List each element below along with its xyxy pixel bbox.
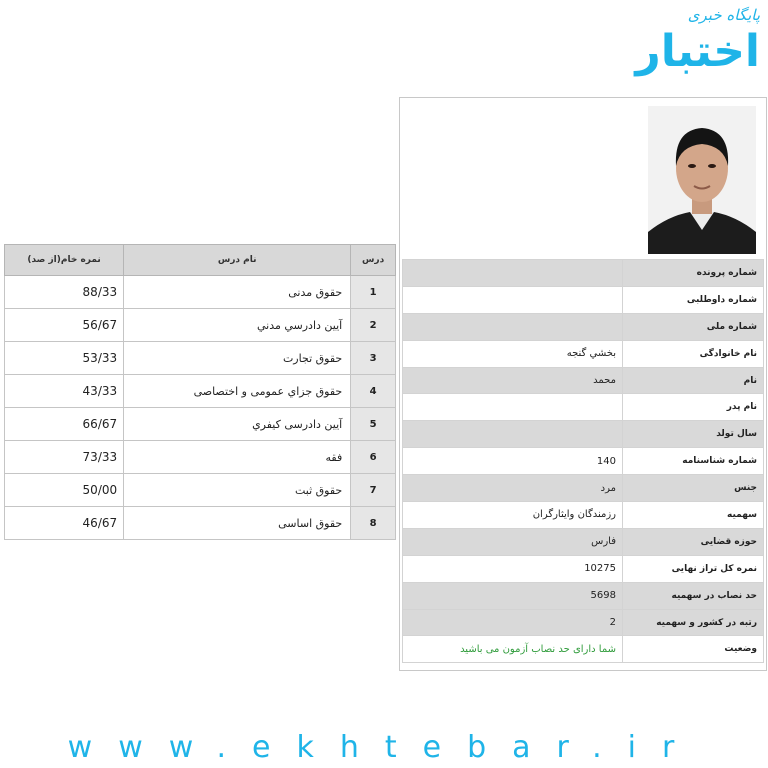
gender-label: جنس (623, 475, 764, 502)
quota-threshold-value: 5698 (403, 582, 623, 609)
table-row (5, 474, 396, 507)
status-value: شما دارای حد نصاب آزمون می باشید (403, 636, 623, 663)
info-row (403, 502, 764, 529)
course-index: 5 (351, 408, 396, 441)
info-row (403, 340, 764, 367)
info-row (403, 528, 764, 555)
father-name-value (403, 394, 623, 421)
judicial-region-value: فارس (403, 528, 623, 555)
course-name: فقه (124, 441, 351, 474)
table-row (5, 507, 396, 540)
course-name: حقوق تجارت (124, 342, 351, 375)
course-index: 7 (351, 474, 396, 507)
quota-value: رزمندگان وايثارگران (403, 502, 623, 529)
table-row (5, 342, 396, 375)
course-score: 66/67 (5, 408, 124, 441)
course-index-column-header: درس (351, 245, 396, 276)
final-score-value: 10275 (403, 555, 623, 582)
site-url-footer: www.ekhtebar.ir (67, 730, 701, 765)
quota-label: سهمیه (623, 502, 764, 529)
first-name-value: محمد (403, 367, 623, 394)
course-name: آيين دادرسی كيفري (124, 408, 351, 441)
final-score-label: نمره کل تراز نهایی (623, 555, 764, 582)
course-index: 6 (351, 441, 396, 474)
course-score: 43/33 (5, 375, 124, 408)
national-id-label: شماره ملی (623, 313, 764, 340)
course-name: آيين دادرسي مدني (124, 309, 351, 342)
id-card-number-label: شماره شناسنامه (623, 448, 764, 475)
course-name-column-header: نام درس (124, 245, 351, 276)
info-row (403, 367, 764, 394)
courses-table (4, 244, 396, 540)
father-name-label: نام پدر (623, 394, 764, 421)
course-name: حقوق مدنی (124, 276, 351, 309)
info-row (403, 421, 764, 448)
info-row (403, 555, 764, 582)
course-name: حقوق جزاي عمومی و اختصاصی (124, 375, 351, 408)
birth-year-label: سال تولد (623, 421, 764, 448)
course-index: 1 (351, 276, 396, 309)
info-row (403, 394, 764, 421)
info-row (403, 475, 764, 502)
birth-year-value (403, 421, 623, 448)
table-row (5, 375, 396, 408)
course-score: 56/67 (5, 309, 124, 342)
info-row (403, 260, 764, 287)
course-score: 73/33 (5, 441, 124, 474)
national-id-value (403, 313, 623, 340)
profile-panel (399, 97, 767, 671)
last-name-label: نام خانوادگی (623, 340, 764, 367)
first-name-label: نام (623, 367, 764, 394)
file-number-value (403, 260, 623, 287)
table-row (5, 309, 396, 342)
course-score: 50/00 (5, 474, 124, 507)
info-row (403, 313, 764, 340)
course-index: 8 (351, 507, 396, 540)
judicial-region-label: حوزه قضایی (623, 528, 764, 555)
rank-value: 2 (403, 609, 623, 636)
id-card-number-value: 140 (403, 448, 623, 475)
score-column-header: نمره خام(از صد) (5, 245, 124, 276)
info-row (403, 448, 764, 475)
table-row (5, 408, 396, 441)
applicant-number-label: شماره داوطلبی (623, 286, 764, 313)
table-row (5, 276, 396, 309)
course-index: 4 (351, 375, 396, 408)
quota-threshold-label: حد نصاب در سهمیه (623, 582, 764, 609)
info-row (403, 286, 764, 313)
course-score: 88/33 (5, 276, 124, 309)
course-score: 53/33 (5, 342, 124, 375)
rank-label: رتبه در کشور و سهمیه (623, 609, 764, 636)
course-index: 3 (351, 342, 396, 375)
courses-header-row (5, 245, 396, 276)
last-name-value: بخشي گنجه (403, 340, 623, 367)
info-row (403, 636, 764, 663)
course-score: 46/67 (5, 507, 124, 540)
file-number-label: شماره پرونده (623, 260, 764, 287)
course-name: حقوق اساسی (124, 507, 351, 540)
site-logo (612, 4, 762, 96)
course-name: حقوق ثبت (124, 474, 351, 507)
info-row (403, 609, 764, 636)
logo-title: اختبار (635, 26, 760, 77)
status-label: وضعیت (623, 636, 764, 663)
applicant-number-value (403, 286, 623, 313)
info-row (403, 582, 764, 609)
candidate-photo (648, 106, 756, 254)
gender-value: مرد (403, 475, 623, 502)
table-row (5, 441, 396, 474)
course-index: 2 (351, 309, 396, 342)
logo-subtitle: پایگاه خبری (687, 6, 760, 24)
candidate-info-table (402, 259, 764, 663)
